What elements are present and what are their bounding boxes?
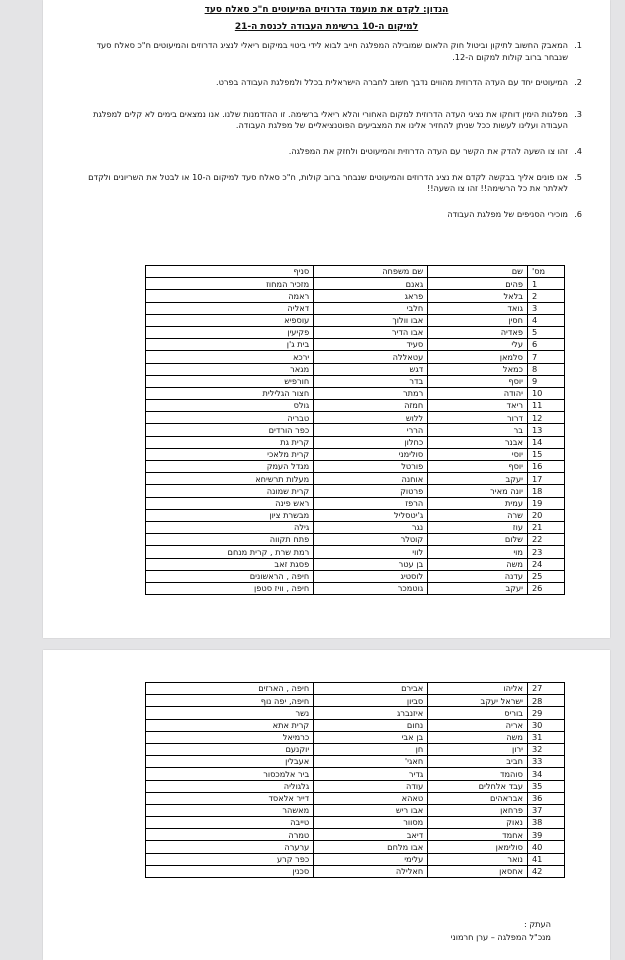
- cell-name: חביב: [428, 756, 528, 768]
- cell-branch: פסגת זאב: [146, 558, 314, 570]
- cell-id: 17: [527, 473, 564, 485]
- table-row: [146, 448, 565, 460]
- cell-family: אבירם: [314, 683, 428, 695]
- cell-name: משה: [428, 558, 528, 570]
- cell-branch: גולס: [146, 400, 314, 412]
- item-text: המאבק החשוב לתיקון וביטול חוק הלאום שמובילה המפלגה חייב לבוא לידי ביטוי במיקום ריאלי לנציג הדרוזים והמיעוטים ח"כ סאלח סעד שנבחר ברוב קולות למקום ה-12.: [96, 40, 568, 62]
- header-id: מס': [527, 266, 564, 278]
- letter-subject: הנדון: לקדם את מועמד הדרוזים המיעוטים ח"כ סאלח סעד: [204, 5, 449, 15]
- cell-name: נואר: [428, 853, 528, 865]
- cell-id: 37: [527, 804, 564, 816]
- cell-branch: דייר אלאסד: [146, 792, 314, 804]
- cell-branch: קרית מלאכי: [146, 448, 314, 460]
- cell-name: אחסאן: [428, 865, 528, 877]
- cell-family: אוחנה: [314, 473, 428, 485]
- cell-name: יונה מאיר: [428, 485, 528, 497]
- cell-branch: מעלות תרשיחא: [146, 473, 314, 485]
- cell-name: אבנר: [428, 436, 528, 448]
- table-row: [146, 853, 565, 865]
- header-name: שם: [428, 266, 528, 278]
- table-header-row: [146, 266, 565, 278]
- cell-branch: חיפה, יפה נוף: [146, 695, 314, 707]
- cell-name: אבראהים: [428, 792, 528, 804]
- cell-branch: טייבה: [146, 817, 314, 829]
- cell-name: יעקב: [428, 473, 528, 485]
- cell-id: 12: [527, 412, 564, 424]
- cell-branch: קרית גת: [146, 436, 314, 448]
- cell-family: הרפז: [314, 497, 428, 509]
- document-page-2: [43, 650, 610, 960]
- cell-family: חאגי': [314, 756, 428, 768]
- cell-id: 23: [527, 546, 564, 558]
- cell-name: עבד אלחלים: [428, 780, 528, 792]
- table-row: [146, 400, 565, 412]
- cell-family: עלימי: [314, 853, 428, 865]
- cell-family: כחלון: [314, 436, 428, 448]
- cell-id: 38: [527, 817, 564, 829]
- cell-family: קוטלר: [314, 534, 428, 546]
- table-row: [146, 731, 565, 743]
- cell-id: 42: [527, 865, 564, 877]
- cell-id: 14: [527, 436, 564, 448]
- cell-family: טאהא: [314, 792, 428, 804]
- cell-name: בר: [428, 424, 528, 436]
- header-family: שם משפחה: [314, 266, 428, 278]
- cell-name: שרה: [428, 509, 528, 521]
- letter-item-5: [71, 172, 582, 195]
- cell-family: נחום: [314, 719, 428, 731]
- table-row: [146, 841, 565, 853]
- cell-branch: ביר אלמכסור: [146, 768, 314, 780]
- cell-name: עדנה: [428, 570, 528, 582]
- cell-family: דיאב: [314, 829, 428, 841]
- cell-branch: מזכיר המחוז: [146, 278, 314, 290]
- cell-id: 3: [527, 302, 564, 314]
- table-row: [146, 719, 565, 731]
- table-row: [146, 412, 565, 424]
- table-row: [146, 534, 565, 546]
- cell-family: חמזה: [314, 400, 428, 412]
- cell-name: כמאל: [428, 363, 528, 375]
- cell-name: בוריס: [428, 707, 528, 719]
- item-text: המיעוטים יחד עם העדה הדרוזית מהווים נדבך חשוב לחברה הישראלית בכלל ולמפלגת העבודה בפרט.: [216, 77, 568, 88]
- cell-id: 15: [527, 448, 564, 460]
- table-row: [146, 314, 565, 326]
- cell-family: עודה: [314, 780, 428, 792]
- table-row: [146, 290, 565, 302]
- cell-id: 21: [527, 521, 564, 533]
- cell-id: 13: [527, 424, 564, 436]
- cell-branch: ירכא: [146, 351, 314, 363]
- cell-id: 26: [527, 582, 564, 594]
- cell-id: 11: [527, 400, 564, 412]
- cell-branch: חצור הגלילית: [146, 387, 314, 399]
- cc-name: מנכ"ל המפלגה – ערן חרמוני: [450, 932, 551, 942]
- table-row: [146, 829, 565, 841]
- cell-family: גדיר: [314, 768, 428, 780]
- table-row: [146, 756, 565, 768]
- letter-subtitle: למיקום ה-10 ברשימת העבודה לכנסת ה-21: [234, 22, 419, 32]
- table-row: [146, 743, 565, 755]
- cell-name: חסין: [428, 314, 528, 326]
- cell-family: איזנברג: [314, 707, 428, 719]
- cell-name: גואד: [428, 302, 528, 314]
- cell-branch: רמת שרת , קרית מנחם: [146, 546, 314, 558]
- cell-family: אבו וולוך: [314, 314, 428, 326]
- table-row: [146, 473, 565, 485]
- cell-branch: יוקנעם: [146, 743, 314, 755]
- cell-branch: ערערה: [146, 841, 314, 853]
- table-row: [146, 792, 565, 804]
- cell-family: חאלילה: [314, 865, 428, 877]
- table-row: [146, 278, 565, 290]
- cell-id: 39: [527, 829, 564, 841]
- cell-branch: ראש פינה: [146, 497, 314, 509]
- cell-name: בלאל: [428, 290, 528, 302]
- cell-id: 18: [527, 485, 564, 497]
- cell-name: מוי: [428, 546, 528, 558]
- cell-name: סלמאן: [428, 351, 528, 363]
- cell-family: מסוור: [314, 817, 428, 829]
- cell-id: 36: [527, 792, 564, 804]
- cell-name: פרחאן: [428, 804, 528, 816]
- cell-branch: קרית אתא: [146, 719, 314, 731]
- table-row: [146, 768, 565, 780]
- cell-name: עוז: [428, 521, 528, 533]
- cell-family: אבו מלחם: [314, 841, 428, 853]
- letter-items: [71, 40, 582, 234]
- cell-branch: קרית שמונה: [146, 485, 314, 497]
- cell-family: בן אבי: [314, 731, 428, 743]
- cell-name: עמית: [428, 497, 528, 509]
- table-row: [146, 570, 565, 582]
- cell-name: יהודה: [428, 387, 528, 399]
- cell-id: 6: [527, 339, 564, 351]
- cell-id: 40: [527, 841, 564, 853]
- cell-branch: גילה: [146, 521, 314, 533]
- cell-id: 24: [527, 558, 564, 570]
- cell-name: אחמד: [428, 829, 528, 841]
- cell-branch: פקיעין: [146, 326, 314, 338]
- table-row: [146, 521, 565, 533]
- cell-name: משה: [428, 731, 528, 743]
- cell-id: 19: [527, 497, 564, 509]
- table-row: [146, 485, 565, 497]
- table-body-page-1: [146, 278, 565, 595]
- table-row: [146, 351, 565, 363]
- item-number: 5.: [574, 171, 582, 182]
- table-row: [146, 509, 565, 521]
- table-row: [146, 326, 565, 338]
- cell-family: סולימני: [314, 448, 428, 460]
- cell-name: שלום: [428, 534, 528, 546]
- cell-branch: מבשרת ציון: [146, 509, 314, 521]
- table-body-page-2: [146, 683, 565, 878]
- table-row: [146, 375, 565, 387]
- cell-branch: כפר הורדים: [146, 424, 314, 436]
- table-row: [146, 546, 565, 558]
- item-text: מוכירי הסניפים של מפלגת העבודה: [447, 208, 568, 219]
- item-text: זהו צו השעה להדק את הקשר עם העדה הדרוזית והמיעוטים ולחזק את המפלגה.: [288, 145, 568, 156]
- cell-family: חלבי: [314, 302, 428, 314]
- item-text: אנו פונים אליך בבקשה לקדם את נציג הדרוזים והמיעוטים שנבחר ברוב קולות, ח"כ סאלח סעד למיקום ה-10 או לבטל את השריונים ולקדם לאלתר את כל הרשימה!! זהו צו השעה!!: [88, 171, 568, 194]
- cell-name: פאדיה: [428, 326, 528, 338]
- table-row: [146, 424, 565, 436]
- cc-label: העתק :: [523, 919, 551, 929]
- cell-family: רמתר: [314, 387, 428, 399]
- table-row: [146, 683, 565, 695]
- cell-id: 5: [527, 326, 564, 338]
- cell-id: 8: [527, 363, 564, 375]
- cell-name: יעקב: [428, 582, 528, 594]
- table-row: [146, 436, 565, 448]
- table-row: [146, 497, 565, 509]
- cell-name: יוסף: [428, 461, 528, 473]
- cell-branch: חיפה , הראשונים: [146, 570, 314, 582]
- cell-id: 20: [527, 509, 564, 521]
- table-row: [146, 387, 565, 399]
- cell-id: 33: [527, 756, 564, 768]
- cell-name: ירון: [428, 743, 528, 755]
- cell-branch: חורפיש: [146, 375, 314, 387]
- cell-name: ישראל יעקב: [428, 695, 528, 707]
- table-row: [146, 780, 565, 792]
- cell-family: גוטמכר: [314, 582, 428, 594]
- cell-name: עלי: [428, 339, 528, 351]
- cell-name: סוהמד: [428, 768, 528, 780]
- cell-id: 34: [527, 768, 564, 780]
- table-row: [146, 363, 565, 375]
- cell-branch: כרמיאל: [146, 731, 314, 743]
- cell-id: 10: [527, 387, 564, 399]
- cell-branch: נשר: [146, 707, 314, 719]
- item-number: 4.: [574, 145, 582, 156]
- cell-family: פורטל: [314, 461, 428, 473]
- cell-name: סולימאן: [428, 841, 528, 853]
- cell-branch: דאליה: [146, 302, 314, 314]
- document-page-1: [43, 0, 610, 638]
- cell-id: 25: [527, 570, 564, 582]
- item-text: מפלגות הימין דוחקו את נציגי העדה הדרוזית למקום האחורי והלא ריאלי ברשימה. זו ההזדמנות שלנו. אנו נמצאים בימים לא קלים למפלגת העבודה ועלינו לעשות ככל שניתן להחזיר אלינו את המצביעים הפוטנציאליים של מפלגת העבודה.: [93, 108, 568, 131]
- cell-family: חן: [314, 743, 428, 755]
- cell-name: אריה: [428, 719, 528, 731]
- cell-name: נאוק: [428, 817, 528, 829]
- cell-family: אבו ריש: [314, 804, 428, 816]
- signature-block: [431, 918, 551, 944]
- cell-branch: טמרה: [146, 829, 314, 841]
- cell-name: יוסף: [428, 375, 528, 387]
- cell-name: דרור: [428, 412, 528, 424]
- cell-branch: בית ג'ן: [146, 339, 314, 351]
- cell-family: ללוש: [314, 412, 428, 424]
- table-row: [146, 817, 565, 829]
- cell-name: ריאד: [428, 400, 528, 412]
- cell-id: 2: [527, 290, 564, 302]
- cell-id: 9: [527, 375, 564, 387]
- cell-family: פראג: [314, 290, 428, 302]
- cell-id: 16: [527, 461, 564, 473]
- item-number: 1.: [574, 40, 582, 50]
- cell-family: פרטוק: [314, 485, 428, 497]
- table-row: [146, 302, 565, 314]
- cell-id: 30: [527, 719, 564, 731]
- cell-branch: אעבלין: [146, 756, 314, 768]
- cell-name: אליהו: [428, 683, 528, 695]
- cell-id: 7: [527, 351, 564, 363]
- cell-family: בדר: [314, 375, 428, 387]
- cell-family: דגש: [314, 363, 428, 375]
- cell-branch: ראמה: [146, 290, 314, 302]
- cell-family: סעיד: [314, 339, 428, 351]
- cell-id: 4: [527, 314, 564, 326]
- cell-id: 35: [527, 780, 564, 792]
- cell-id: 27: [527, 683, 564, 695]
- item-number: 3.: [574, 108, 582, 119]
- item-number: 2.: [574, 77, 582, 88]
- cell-family: גאנם: [314, 278, 428, 290]
- table-row: [146, 461, 565, 473]
- branch-secretaries-table-continued: [145, 682, 565, 878]
- cell-branch: עוספיא: [146, 314, 314, 326]
- letter-item-4: [71, 146, 582, 158]
- cell-family: בן עטר: [314, 558, 428, 570]
- table-row: [146, 558, 565, 570]
- cell-branch: מגאר: [146, 363, 314, 375]
- cell-id: 22: [527, 534, 564, 546]
- cell-family: סביון: [314, 695, 428, 707]
- table-row: [146, 339, 565, 351]
- header-branch: סניף: [146, 266, 314, 278]
- cell-family: לווי: [314, 546, 428, 558]
- cell-id: 41: [527, 853, 564, 865]
- table-row: [146, 865, 565, 877]
- cell-name: פהים: [428, 278, 528, 290]
- letter-item-6: [71, 209, 582, 221]
- cell-family: נגר: [314, 521, 428, 533]
- cell-id: 31: [527, 731, 564, 743]
- letter-item-2: [71, 77, 582, 89]
- table-row: [146, 695, 565, 707]
- cell-family: הררי: [314, 424, 428, 436]
- cell-branch: כפר קרע: [146, 853, 314, 865]
- table-row: [146, 582, 565, 594]
- table-row: [146, 707, 565, 719]
- cell-family: ג'יטסליל: [314, 509, 428, 521]
- cell-branch: גלגוליה: [146, 780, 314, 792]
- cell-name: יוסי: [428, 448, 528, 460]
- item-number: 6.: [574, 208, 582, 219]
- cell-family: אבו הדיר: [314, 326, 428, 338]
- letter-item-3: [71, 109, 582, 132]
- cell-id: 1: [527, 278, 564, 290]
- table-row: [146, 804, 565, 816]
- cell-branch: חיפה , וויז סטפן: [146, 582, 314, 594]
- cell-branch: פתח תקווה: [146, 534, 314, 546]
- cell-id: 29: [527, 707, 564, 719]
- cell-family: לוסטיג: [314, 570, 428, 582]
- cell-branch: מגדל העמק: [146, 461, 314, 473]
- letter-item-1: [71, 40, 582, 63]
- cell-branch: סכנין: [146, 865, 314, 877]
- cell-branch: חיפה , הארזים: [146, 683, 314, 695]
- cell-branch: מאשהר: [146, 804, 314, 816]
- cell-branch: טבריה: [146, 412, 314, 424]
- cell-id: 28: [527, 695, 564, 707]
- branch-secretaries-table: [145, 265, 565, 595]
- cell-id: 32: [527, 743, 564, 755]
- cell-family: עטאללה: [314, 351, 428, 363]
